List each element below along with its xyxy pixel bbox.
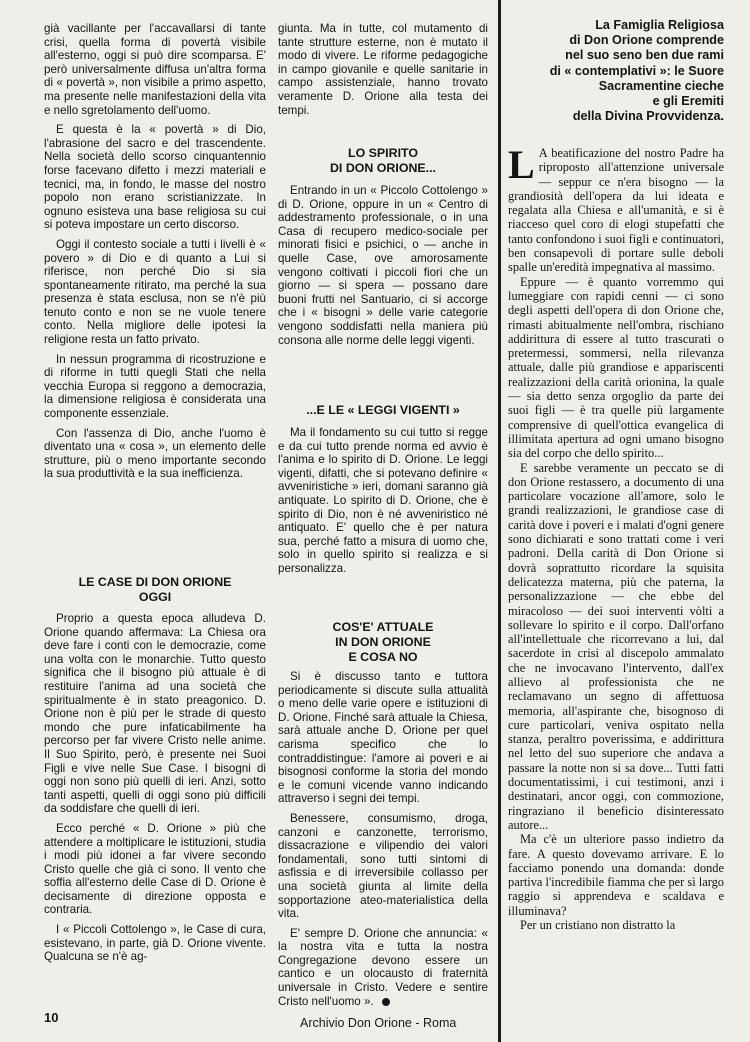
- paragraph: E sarebbe veramente un peccato se di don Orione restassero, a documento di una particolare vocazione all'amore, solo le grandi realizzazioni, le grandiose case di carità dove i poveri e i malati d'ogni genere sono dichiarati e sono trattati come i veri padroni. Della carità di Don Orione si dovrà soprattutto ricordare la squisita delicatezza materna, più che paterna, la personalizzazione — che ebbe del miracoloso — dei suoi interventi vòlti a sollevare lo spirito e il corpo. Dall'orfano all'intellettuale che ricorrevano a lui, dal sacerdote in crisi al discepolo ammalato che ne invocavano l'intervento, dall'ex allievo al professionista che ne reclamavano un segno di affettuosa memoria, all'aspirante che, bisognoso di cure particolari, veniva ospitato nella stanza, peraltro poverissima, e addirittura nel letto del suo superiore che andava a passare la notte non si sa dove... Tutti fatti documentatissimi, i cui testimoni, anzi i destinatari, ancor oggi, con commozione, ringraziano il beneficio disinteressato autore...: [508, 460, 724, 832]
- article-intro: La Famiglia Religiosa di Don Orione comprende nel suo seno ben due rami di « contemplativi »: le Suore Sacramentine cieche e gli Eremiti della Divina Provvidenza.: [549, 18, 724, 124]
- section-heading-case: LE CASE DI DON ORIONE OGGI: [78, 575, 232, 604]
- paragraph: Con l'assenza di Dio, anche l'uomo è diventato una « cosa », un elemento delle strutture, più o meno importante secondo la sua produttività e la sua inefficienza.: [44, 426, 266, 481]
- paragraph: Ecco perché « D. Orione » più che attendere a moltiplicare le istituzioni, studia i modi più idonei a far vivere secondo Cristo quelle che già ci sono. Il vento che soffia all'esterno delle Case di D. Orione è decisamente di direzione opposta e contraria.: [44, 821, 266, 917]
- paragraph: già vacillante per l'accavallarsi di tante crisi, quella forma di povertà visibile all'esterno, oggi si può dire scomparsa. E' però universalmente diffusa un'altra forma di « povertà », non visibile a primo aspetto, ma presente nelle manifestazioni della vita e nello sgretolamento dell'uomo.: [44, 22, 266, 117]
- paragraph-text: A beatificazione del nostro Padre ha riproposto all'attenzione universale — seppur ce n'era bisogno — la grandiosità dell'opera da lui ideata e regalata alla Chiesa e all'umanità, e si è riacceso quel coro di elogi stupefatti che tanto confondono i suoi figli e continuatori, ben consapevoli di portare sulle deboli spalle un'eredità impegnativa al massimo.: [508, 146, 724, 275]
- page-number: 10: [44, 1010, 59, 1025]
- column-left-lower: [44, 612, 266, 970]
- paragraph: Ma c'è un ulteriore passo indietro da fare. A questo dovevamo arrivare. E lo facciamo ponendo una domanda: donde partiva l'incredibile fiamma che per sì largo raggio si apprendeva e scaldava e illuminava?: [508, 832, 725, 918]
- paragraph: giunta. Ma in tutte, col mutamento di tante strutture esterne, non è mutato il modo di vivere. Le riforme pedagogiche in campo giovanile e quelle sanitarie in campo assistenziale, hanno trovato veramente D. Orione alla testa dei tempi.: [278, 22, 488, 117]
- paragraph-text: E' sempre D. Orione che annuncia: « la nostra vita e tutta la nostra Congregazione devono essere un cantico e un olocausto di fraternità universale in Cristo. Vedere e sentire Cristo nell'uomo ».: [278, 926, 488, 1008]
- paragraph: Per un cristiano non distratto la: [520, 918, 676, 933]
- column-middle-block4: [278, 670, 488, 1014]
- end-bullet-icon: [382, 998, 390, 1006]
- paragraph: Oggi il contesto sociale a tutti i livelli è « povero » di Dio e di quanto a Lui si riferisce, non perché Dio si sia spontaneamente ritirato, ma perché la sua presenza è stata esclusa, non se n'è più tenuto conto e non se ne vuole tenere conto. Nella migliore delle ipotesi la religione resta un fatto privato.: [44, 237, 266, 347]
- column-left: [44, 22, 266, 487]
- paragraph: Si è discusso tanto e tuttora periodicamente si discute sulla attualità o meno delle varie opere e istituzioni di D. Orione. Finché sarà attuale la Chiesa, sarà attuale anche D. Orione per quel carisma specifico che lo contraddistingue: l'amore ai poveri e ai bisognosi conforme la storia del mondo e le comuni vicende vanno indicando attraverso i segni dei tempi.: [278, 670, 488, 806]
- paragraph: [508, 142, 724, 275]
- paragraph: Benessere, consumismo, droga, canzoni e canzonette, terrorismo, dissacrazione e vilipendio dei valori fondamentali, sono tutti sintomi di asfissia e di irreversibile collasso per una società giunta al limite della sopportazione ateo-materialistica della vita.: [278, 811, 488, 921]
- column-middle-block2: [278, 184, 488, 353]
- section-heading-spirito: LO SPIRITO DI DON ORIONE...: [329, 146, 437, 175]
- section-heading-leggi: ...E LE « LEGGI VIGENTI »: [306, 403, 460, 417]
- paragraph: In nessun programma di ricostruzione e di riforme in tutti quegli Stati che nella vecchia Europa si reggono a democrazia, la dimensione religiosa è considerata una componente essenziale.: [44, 352, 266, 421]
- paragraph: [278, 927, 488, 1009]
- paragraph: Entrando in un « Piccolo Cottolengo » di D. Orione, oppure in un « Centro di addestramento professionale, o in una Casa di recupero medico-sociale per minorati fisici e psichici, o — anche in quelle Case, ove amorosamente vengono coltivati i piccoli fiori che un giorno — si spera — possano dare buoni frutti nel Santuario, ci si accorge che i « bisogni » delle varie categorie vengono soddisfatti nella maniera più consona alle norme delle leggi vigenti.: [278, 184, 488, 347]
- section-heading-attuale: COS'E' ATTUALE IN DON ORIONE E COSA NO: [332, 620, 434, 664]
- column-divider: [498, 0, 501, 1042]
- paragraph: Proprio a questa epoca alludeva D. Orione quando affermava: La Chiesa ora deve fare i conti con le democrazie, come una volta con le monarchie. Tutto questo significa che il bisogno più attuale è di restituire l'anima ad una società che spiritualmente è in stato preagonico. D. Orione non è più per le strade di questo mondo che pure infaticabilmente ha percorso per far vivere Cristo nelle anime. Il Suo Spirito, però, è presente nei Suoi Figli e vive nelle Sue Case. I bisogni di oggi non sono più quelli di ieri. Anzi, sotto tanti aspetti, quelli di oggi sono più difficili da soddisfare che quelli di ieri.: [44, 612, 266, 816]
- drop-cap: L: [508, 142, 535, 187]
- paragraph: Ma il fondamento su cui tutto si regge e da cui tutto prende norma ed avvio è l'anima e lo spirito di D. Orione. Le leggi vigenti, difatti, che si potevano definire « avveniristiche » ieri, domani saranno già antiquate. Lo spirito di D. Orione, che è spirito di Dio, non è né avveniristico né antiquato. E' quello che è per natura sua, perché fatto a misura di uomo che, solo in quello spirito si realizza e si personalizza.: [278, 426, 488, 575]
- column-middle: [278, 22, 488, 123]
- archive-footer: Archivio Don Orione - Roma: [300, 1016, 457, 1030]
- column-right: [508, 142, 725, 933]
- paragraph: I « Piccoli Cottolengo », le Case di cura, esistevano, in parte, già D. Orione vivente. Qualcuna se n'è ag-: [44, 923, 266, 964]
- column-middle-block3: [278, 426, 488, 582]
- paragraph: Eppure — è quanto vorremmo qui lumeggiare con rapidi cenni — ci sono degli aspetti dell'opera di don Orione che, rimasti abitualmente nell'ombra, rischiano addirittura di essere al tutto trascurati o pretermessi, sommersi, nella rilevanza attuale, dalle più grandiose e appariscenti realizzazioni della carità orionina, la quale — sia detto senza orgoglio da parte dei suoi figli — è tra quelle più largamente comprensive di quell'ottica evangelica di illimitata apertura ad ogni umano bisogno sia del corpo che dello spirito...: [508, 274, 724, 461]
- paragraph: E questa è la « povertà » di Dio, l'abrasione del sacro e del trascendente. Nella società dello scorso cinquantennio forse facevano difetto i mezzi materiali e tecnici, ma, in fondo, le masse del nostro popolo non erano scristianizzate. In ognuno esisteva una base religiosa su cui si poteva impostare un certo discorso.: [44, 123, 266, 232]
